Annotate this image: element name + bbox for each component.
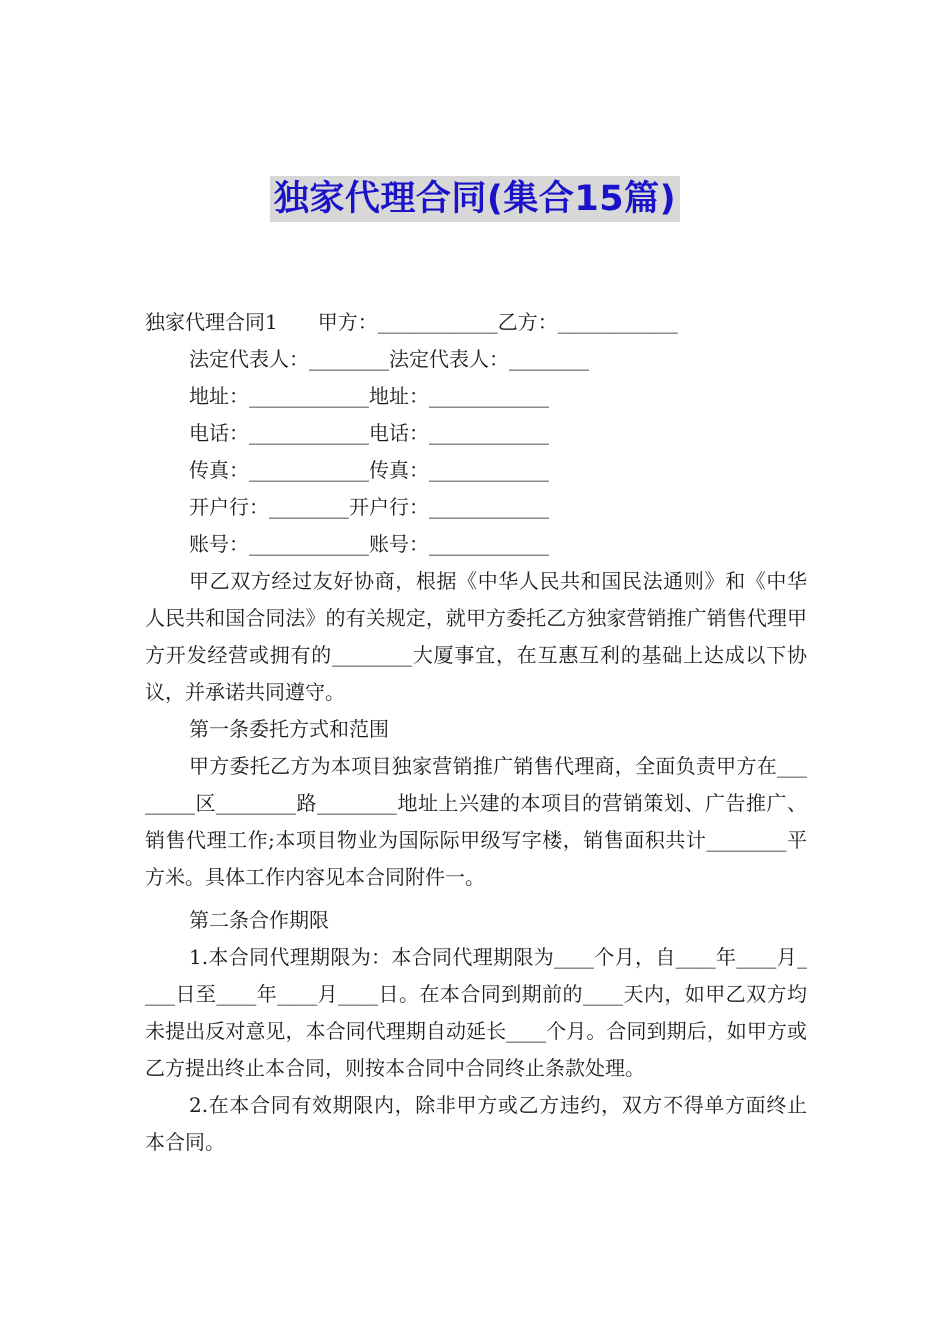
field-address: 地址：____________地址：____________ [189,384,549,408]
article2-item1: 1.本合同代理期限为：本合同代理期限为____个月，自____年____月____日至____年____月____日。在本合同到期前的____天内，如甲乙双方均未提出反对意见，本合同代理期自动延长____个月。合同到期后，如甲方或乙方提出终止本合同，则按本合同中合同终止条款处理。 [145,945,807,1080]
document-title: 独家代理合同(集合15篇) [270,176,680,222]
article1-heading: 第一条委托方式和范围 [189,717,389,741]
article2-item2: 2.在本合同有效期限内，除非甲方或乙方违约，双方不得单方面终止本合同。 [145,1093,807,1154]
intro-paragraph: 甲乙双方经过友好协商，根据《中华人民共和国民法通则》和《中华人民共和国合同法》的有关规定，就甲方委托乙方独家营销推广销售代理甲方开发经营或拥有的________大厦事宜，在互惠互利的基础上达成以下协议，并承诺共同遵守。 [145,569,807,704]
article2-heading: 第二条合作期限 [189,908,329,932]
field-legal-representative: 法定代表人：________法定代表人：________ [189,347,589,371]
field-fax: 传真：____________传真：____________ [189,458,549,482]
contract-header-line: 独家代理合同1 甲方：____________乙方：____________ [145,310,678,334]
title-container [0,176,950,222]
field-bank: 开户行：________开户行：____________ [189,495,549,519]
article1-body: 甲方委托乙方为本项目独家营销推广销售代理商，全面负责甲方在________区________路________地址上兴建的本项目的营销策划、广告推广、销售代理工作;本项目物业为国际际甲级写字楼，销售面积共计________平方米。具体工作内容见本合同附件一。 [145,754,807,889]
field-account: 账号：____________账号：____________ [189,532,549,556]
document-body [145,304,807,1161]
field-phone: 电话：____________电话：____________ [189,421,549,445]
